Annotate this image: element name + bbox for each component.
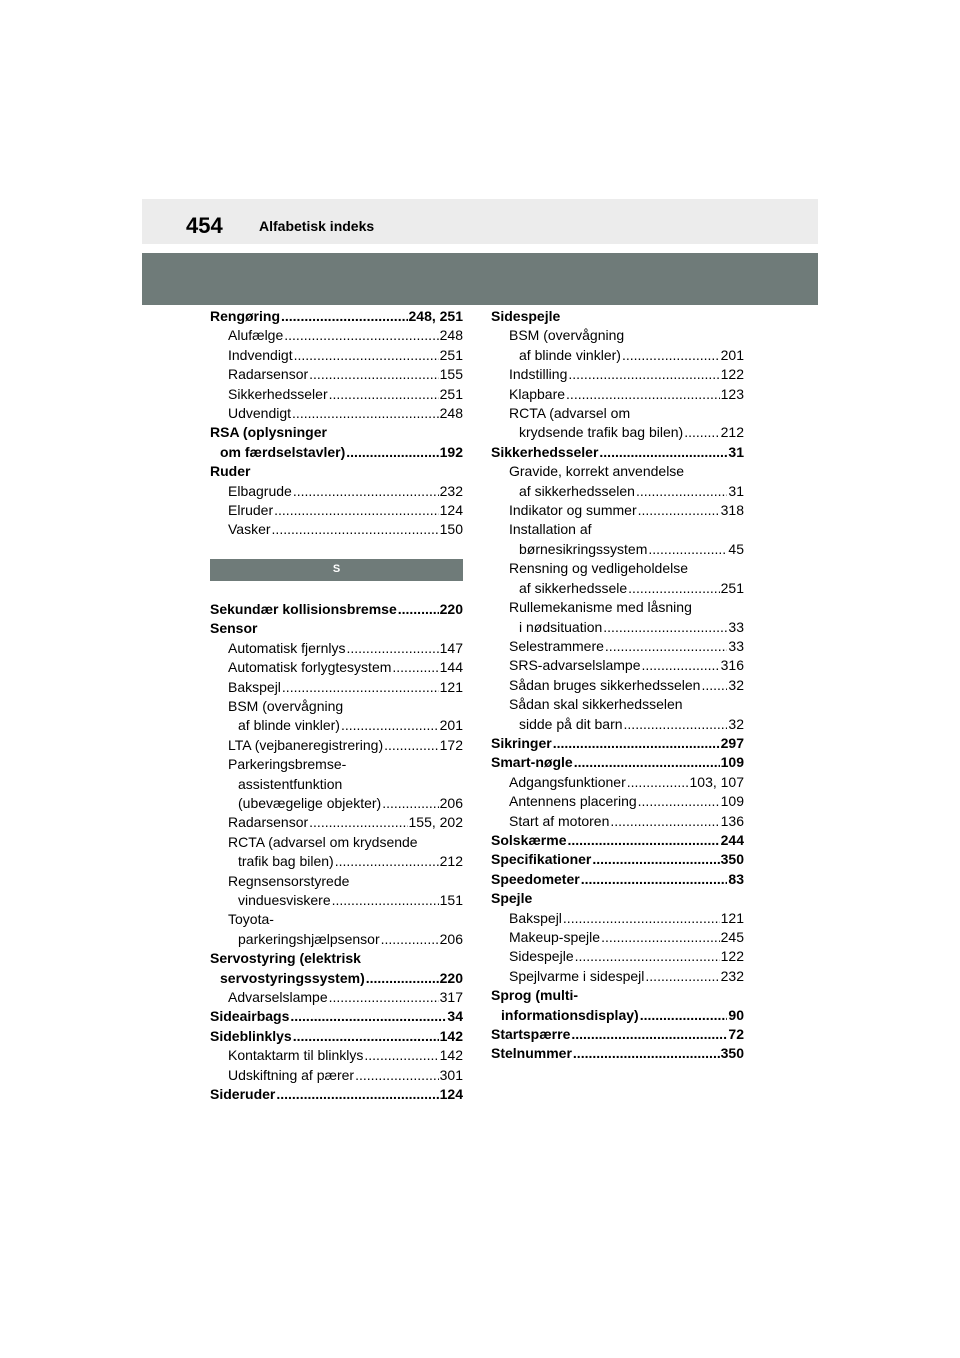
index-subentry: af sikkerhedsselen ..... 31: [491, 482, 744, 501]
index-subentry: Antennens placering ..... 109: [491, 792, 744, 811]
index-subentry: Automatisk fjernlys ..... 147: [210, 639, 463, 658]
index-entry: Stelnummer ..... 350: [491, 1044, 744, 1063]
index-subentry: Automatisk forlygtesystem ..... 144: [210, 658, 463, 677]
index-subentry: vinduesviskere ..... 151: [210, 891, 463, 910]
index-entry: servostyringssystem) ..... 220: [210, 969, 463, 988]
index-subentry-line: RCTA (advarsel om: [509, 405, 631, 422]
index-entry: Speedometer ..... 83: [491, 870, 744, 889]
index-subentry: Indikator og summer ..... 318: [491, 501, 744, 520]
index-subentry-line: Installation af: [509, 521, 592, 538]
index-subentry-line: BSM (overvågning: [509, 327, 625, 344]
index-subentry: trafik bag bilen) ..... 212: [210, 852, 463, 871]
index-subentry: Spejlvarme i sidespejl ..... 232: [491, 967, 744, 986]
index-subentry: Udskiftning af pærer ..... 301: [210, 1066, 463, 1085]
index-subentry: Kontaktarm til blinklys ..... 142: [210, 1046, 463, 1065]
index-subentry-line: RCTA (advarsel om krydsende: [228, 833, 418, 850]
index-subentry: af blinde vinkler) ..... 201: [210, 716, 463, 735]
index-subentry: Indstilling ..... 122: [491, 365, 744, 384]
index-subentry: Elbagrude ..... 232: [210, 482, 463, 501]
index-entry: Rengøring ..... 248, 251: [210, 307, 463, 326]
index-entry: Specifikationer ..... 350: [491, 850, 744, 869]
index-subentry: i nødsituation ..... 33: [491, 618, 744, 637]
header-band: [142, 199, 818, 244]
index-subentry-line: Regnsensorstyrede: [228, 872, 350, 889]
index-subentry: SRS-advarselslampe ..... 316: [491, 656, 744, 675]
index-entry: Sideblinklys ..... 142: [210, 1027, 463, 1046]
index-subentry: parkeringshjælpsensor ..... 206: [210, 930, 463, 949]
index-subentry: LTA (vejbaneregistrering) ..... 172: [210, 736, 463, 755]
index-subentry-line: Toyota-: [228, 911, 274, 928]
index-subentry: af blinde vinkler) ..... 201: [491, 346, 744, 365]
index-subentry: Adgangsfunktioner ..... 103, 107: [491, 773, 744, 792]
index-entry-line: RSA (oplysninger: [210, 424, 327, 441]
index-entry-line: Sprog (multi-: [491, 987, 579, 1004]
index-subentry: Bakspejl ..... 121: [491, 909, 744, 928]
page-number: 454: [186, 213, 223, 238]
index-subentry: Bakspejl ..... 121: [210, 678, 463, 697]
letter-divider: S: [210, 559, 463, 581]
index-subentry: Makeup-spejle ..... 245: [491, 928, 744, 947]
index-entry: Sideairbags ..... 34: [210, 1007, 463, 1026]
index-subentry: (ubevægelige objekter) ..... 206: [210, 794, 463, 813]
index-subentry: Selestrammere ..... 33: [491, 637, 744, 656]
index-entry: Sideruder ..... 124: [210, 1085, 463, 1104]
index-subentry-line: BSM (overvågning: [228, 697, 344, 714]
index-subentry: Sådan bruges sikkerhedsselen ..... 32: [491, 676, 744, 695]
section-title: Alfabetisk indeks: [259, 218, 375, 234]
index-subentry-line: Parkeringsbremse-: [228, 756, 347, 773]
index-subentry: Udvendigt ..... 248: [210, 404, 463, 423]
index-subentry: Radarsensor ..... 155: [210, 365, 463, 384]
index-subentry-line: Rullemekanisme med låsning: [509, 599, 692, 616]
index-heading: Sensor: [210, 620, 258, 637]
index-subentry: Advarselslampe ..... 317: [210, 988, 463, 1007]
index-entry: Smart-nøgle ..... 109: [491, 753, 744, 772]
index-subentry: krydsende trafik bag bilen) ..... 212: [491, 423, 744, 442]
index-entry-line: Servostyring (elektrisk: [210, 950, 361, 967]
index-subentry-line: Rensning og vedligeholdelse: [509, 560, 689, 577]
index-column-right: [491, 307, 744, 1064]
index-subentry-line: Gravide, korrekt anvendelse: [509, 463, 685, 480]
index-subentry: Elruder ..... 124: [210, 501, 463, 520]
index-subentry-line: Sådan skal sikkerhedsselen: [509, 696, 683, 713]
index-subentry: Vasker ..... 150: [210, 520, 463, 539]
index-entry: Sikkerhedsseler ..... 31: [491, 443, 744, 462]
index-heading: Spejle: [491, 890, 533, 907]
index-entry: informationsdisplay) ..... 90: [491, 1006, 744, 1025]
index-subentry: Indvendigt ..... 251: [210, 346, 463, 365]
index-subentry: Sikkerhedsseler ..... 251: [210, 385, 463, 404]
index-entry: Sekundær kollisionsbremse ..... 220: [210, 600, 463, 619]
index-heading: Sidespejle: [491, 308, 561, 324]
index-subentry: Radarsensor ..... 155, 202: [210, 813, 463, 832]
chapter-band: [142, 253, 818, 305]
index-heading: Ruder: [210, 463, 251, 480]
index-entry: om færdselstavler) ..... 192: [210, 443, 463, 462]
index-entry: Startspærre ..... 72: [491, 1025, 744, 1044]
index-entry: Sikringer ..... 297: [491, 734, 744, 753]
index-subentry: Sidespejle ..... 122: [491, 947, 744, 966]
index-entry: Solskærme ..... 244: [491, 831, 744, 850]
index-column-left: [210, 307, 463, 1104]
index-subentry-line: assistentfunktion: [238, 775, 343, 792]
index-subentry: børnesikringssystem ..... 45: [491, 540, 744, 559]
index-subentry: Klapbare ..... 123: [491, 385, 744, 404]
index-subentry: Alufælge ..... 248: [210, 326, 463, 345]
index-subentry: Start af motoren ..... 136: [491, 812, 744, 831]
index-subentry: af sikkerhedssele ..... 251: [491, 579, 744, 598]
index-subentry: sidde på dit barn ..... 32: [491, 715, 744, 734]
